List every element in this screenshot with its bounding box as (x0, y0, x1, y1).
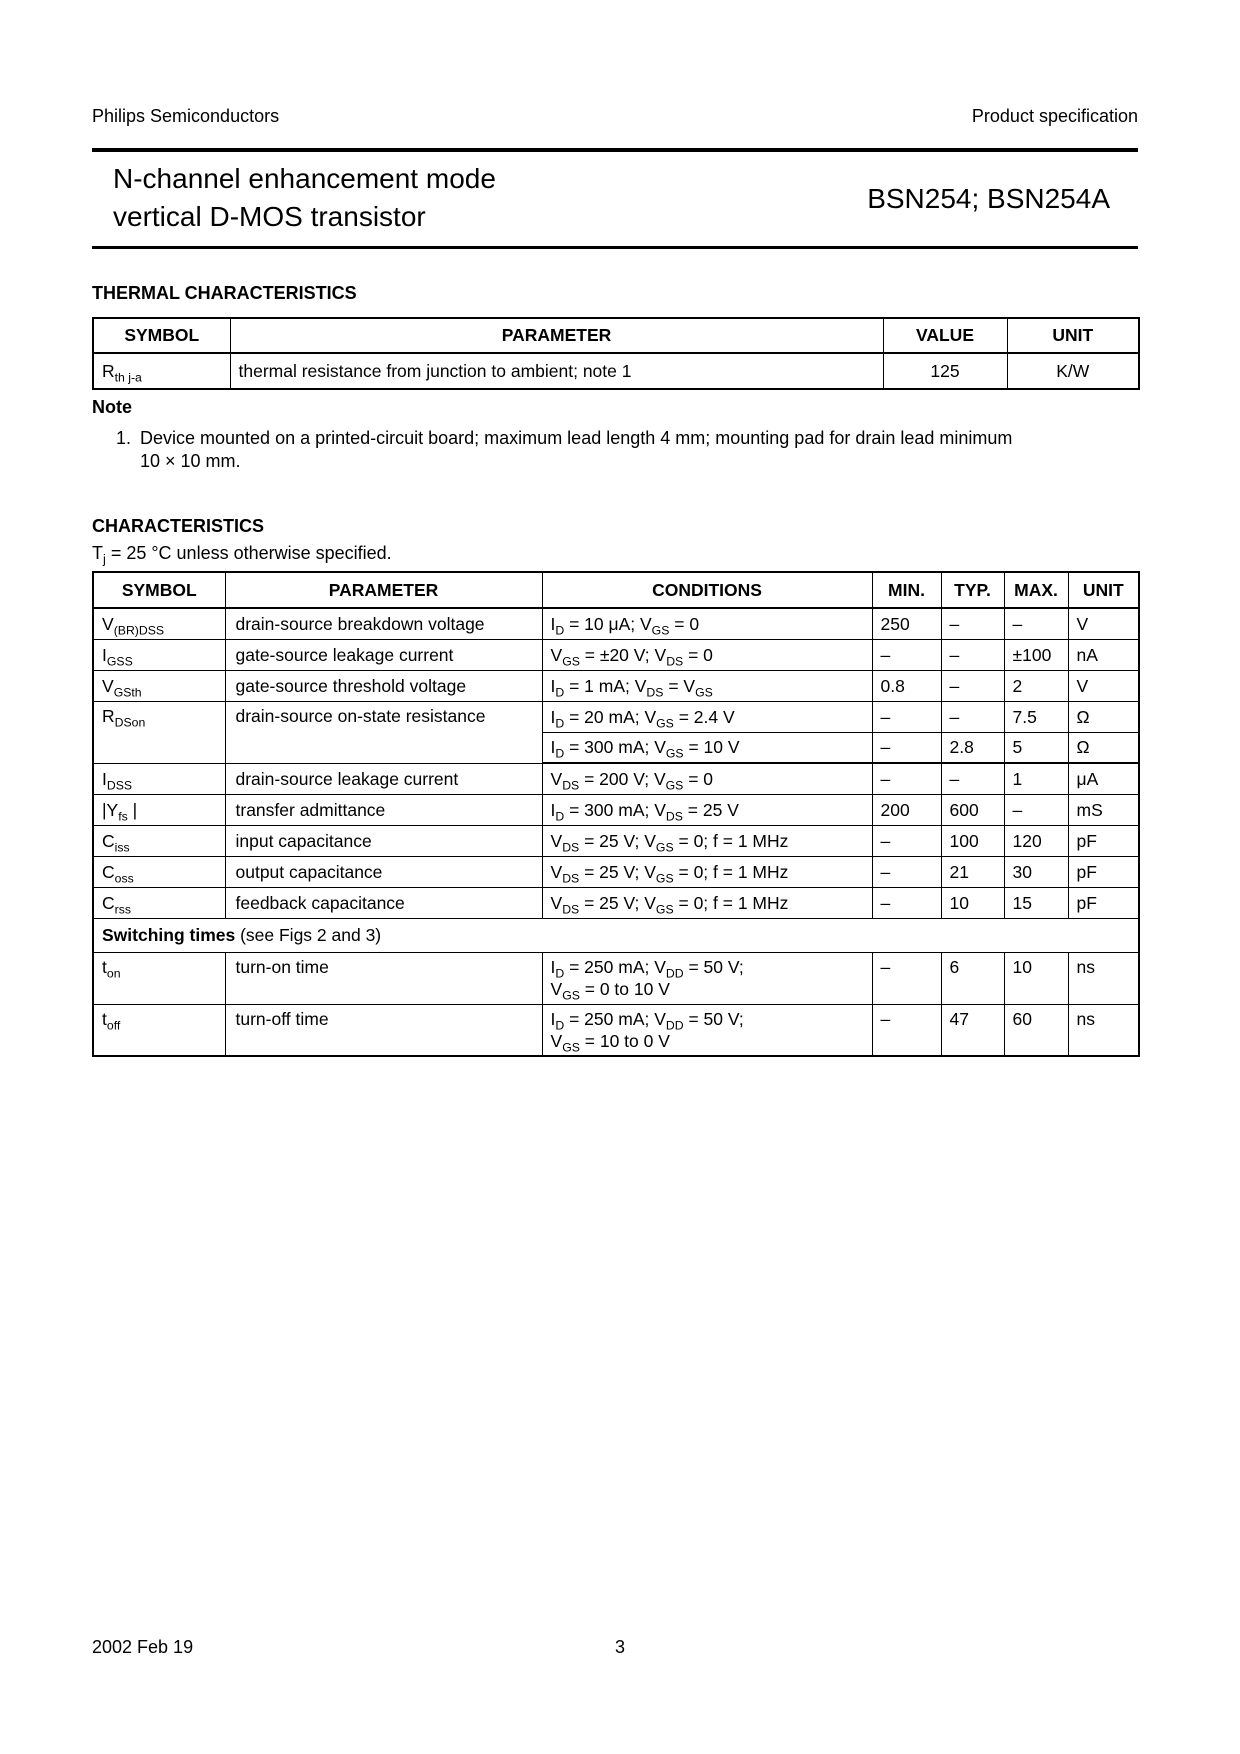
table-cell: $V_{DS} = 200$ V; $V_{GS} = 0$ (542, 763, 872, 794)
table-cell: K/W (1007, 353, 1139, 389)
table-cell: 15 (1004, 887, 1068, 918)
table-cell: transfer admittance (225, 794, 542, 825)
table-cell: – (872, 639, 941, 670)
table-cell: $C_{rss}$ (93, 887, 225, 918)
table-row (93, 1004, 1139, 1056)
table-row (93, 701, 1139, 732)
table-row (93, 353, 1139, 389)
column-header-parameter: PARAMETER (225, 572, 542, 608)
table-cell: – (872, 1004, 941, 1056)
table-row (93, 952, 1139, 1004)
note-number: 1. (116, 428, 132, 448)
table-cell: turn-on time (225, 952, 542, 1004)
table-cell: μA (1068, 763, 1139, 794)
table-row (93, 670, 1139, 701)
table-cell: pF (1068, 825, 1139, 856)
table-row (93, 856, 1139, 887)
characteristics-table (92, 571, 1140, 1057)
column-header-typ: TYP. (941, 572, 1004, 608)
page-header (92, 106, 1138, 127)
table-row (93, 608, 1139, 639)
device-title (113, 160, 496, 236)
table-row (93, 794, 1139, 825)
note-heading: Note (92, 397, 132, 417)
table-row (93, 763, 1139, 794)
table-cell: 1 (1004, 763, 1068, 794)
table-cell: Ω (1068, 701, 1139, 732)
header-row (93, 318, 1139, 353)
table-cell: pF (1068, 887, 1139, 918)
table-cell: $I_D = 300$ mA; $V_{DS} = 25$ V (542, 794, 872, 825)
device-title-line2: vertical D-MOS transistor (113, 201, 426, 232)
table-cell: drain-source on-state resistance (225, 701, 542, 763)
title-rule (92, 246, 1138, 249)
table-cell: – (872, 732, 941, 763)
table-cell: $R_{th j-a}$ (93, 353, 230, 389)
table-cell: $I_D = 300$ mA; $V_{GS} = 10$ V (542, 732, 872, 763)
table-cell: ns (1068, 1004, 1139, 1056)
table-cell: 120 (1004, 825, 1068, 856)
table-cell: ±100 (1004, 639, 1068, 670)
table-cell: 200 (872, 794, 941, 825)
table-cell: ns (1068, 952, 1139, 1004)
table-cell: – (872, 887, 941, 918)
table-row (93, 887, 1139, 918)
table-cell: – (1004, 794, 1068, 825)
table-cell: – (941, 608, 1004, 639)
table-cell: pF (1068, 856, 1139, 887)
table-cell: V (1068, 608, 1139, 639)
table-cell: 250 (872, 608, 941, 639)
footer-date: 2002 Feb 19 (92, 1637, 194, 1657)
table-cell: $|Y_{fs}$ | (93, 794, 225, 825)
table-cell: 47 (941, 1004, 1004, 1056)
table-cell: feedback capacitance (225, 887, 542, 918)
table-row (93, 639, 1139, 670)
header-row (93, 572, 1139, 608)
table-cell: 10 (941, 887, 1004, 918)
footer-page-number: 3 (614, 1637, 625, 1657)
table-cell: $C_{iss}$ (93, 825, 225, 856)
spec-type-label: Product specification (971, 106, 1138, 126)
column-header-symbol: SYMBOL (93, 318, 230, 353)
characteristics-heading: CHARACTERISTICS (92, 516, 265, 536)
column-header-min: MIN. (872, 572, 941, 608)
table-cell: – (872, 952, 941, 1004)
table-cell: 600 (941, 794, 1004, 825)
table-cell: 5 (1004, 732, 1068, 763)
table-cell: $V_{GS} = \pm 20$ V; $V_{DS} = 0$ (542, 639, 872, 670)
table-cell: $V_{GSth}$ (93, 670, 225, 701)
table-cell: drain-source breakdown voltage (225, 608, 542, 639)
column-header-conditions: CONDITIONS (542, 572, 872, 608)
table-cell: 125 (883, 353, 1007, 389)
table-cell: Ω (1068, 732, 1139, 763)
table-cell: $C_{oss}$ (93, 856, 225, 887)
table-cell: – (941, 763, 1004, 794)
table-cell: $R_{DSon}$ (93, 701, 225, 763)
table-cell: 0.8 (872, 670, 941, 701)
note-item (116, 427, 1106, 473)
characteristics-condition-note: $T_j = 25$ °C unless otherwise specified. (92, 543, 392, 567)
table-cell: $V_{DS} = 25$ V; $V_{GS} = 0$; f = 1 MHz (542, 825, 872, 856)
table-cell: turn-off time (225, 1004, 542, 1056)
table-cell: – (872, 763, 941, 794)
table-cell: 30 (1004, 856, 1068, 887)
table-row (93, 825, 1139, 856)
table-cell: $V_{(BR)DSS}$ (93, 608, 225, 639)
table-cell: output capacitance (225, 856, 542, 887)
column-header-symbol: SYMBOL (93, 572, 225, 608)
table-cell: gate-source leakage current (225, 639, 542, 670)
publisher-name: Philips Semiconductors (92, 106, 280, 126)
column-header-parameter: PARAMETER (230, 318, 883, 353)
table-cell: 7.5 (1004, 701, 1068, 732)
table-cell: 60 (1004, 1004, 1068, 1056)
table-cell: $V_{DS} = 25$ V; $V_{GS} = 0$; f = 1 MHz (542, 856, 872, 887)
table-cell: input capacitance (225, 825, 542, 856)
table-cell: 2.8 (941, 732, 1004, 763)
table-cell: – (872, 701, 941, 732)
thermal-table (92, 317, 1140, 390)
table-cell: $I_D = 250$ mA; $V_{DD} = 50$ V; $V_{GS} = 10$ to 0 V (542, 1004, 872, 1056)
table-cell: 100 (941, 825, 1004, 856)
table-cell: $V_{DS} = 25$ V; $V_{GS} = 0$; f = 1 MHz (542, 887, 872, 918)
table-cell: $I_{GSS}$ (93, 639, 225, 670)
table-section-label: Switching times (see Figs 2 and 3) (93, 918, 1139, 952)
column-header-value: VALUE (883, 318, 1007, 353)
table-cell: drain-source leakage current (225, 763, 542, 794)
table-cell: 6 (941, 952, 1004, 1004)
table-cell: gate-source threshold voltage (225, 670, 542, 701)
table-cell: $t_{on}$ (93, 952, 225, 1004)
table-cell: V (1068, 670, 1139, 701)
part-number: BSN254; BSN254A (867, 183, 1110, 214)
table-cell: $I_D = 10$ μA; $V_{GS} = 0$ (542, 608, 872, 639)
table-cell: – (872, 825, 941, 856)
column-header-unit: UNIT (1068, 572, 1139, 608)
table-cell: – (1004, 608, 1068, 639)
table-cell: nA (1068, 639, 1139, 670)
table-cell: $I_D = 1$ mA; $V_{DS} = V_{GS}$ (542, 670, 872, 701)
table-cell: $I_{DSS}$ (93, 763, 225, 794)
table-cell: – (941, 639, 1004, 670)
table-cell: mS (1068, 794, 1139, 825)
thermal-heading: THERMAL CHARACTERISTICS (92, 283, 357, 303)
device-title-line1: N-channel enhancement mode (113, 163, 496, 194)
table-cell: – (941, 701, 1004, 732)
table-cell: – (872, 856, 941, 887)
table-cell: 21 (941, 856, 1004, 887)
table-cell: thermal resistance from junction to ambient; note 1 (230, 353, 883, 389)
column-header-max: MAX. (1004, 572, 1068, 608)
column-header-unit: UNIT (1007, 318, 1139, 353)
table-cell: $I_D = 20$ mA; $V_{GS} = 2.4$ V (542, 701, 872, 732)
note-text: Device mounted on a printed-circuit board; maximum lead length 4 mm; mounting pad for drain lead minimum 10 × 10 mm. (140, 428, 1013, 471)
table-cell: 2 (1004, 670, 1068, 701)
table-cell: $t_{off}$ (93, 1004, 225, 1056)
title-block (92, 152, 1138, 246)
table-cell: $I_D = 250$ mA; $V_{DD} = 50$ V; $V_{GS} = 0$ to 10 V (542, 952, 872, 1004)
table-cell: – (941, 670, 1004, 701)
table-row (93, 918, 1139, 952)
table-cell: 10 (1004, 952, 1068, 1004)
